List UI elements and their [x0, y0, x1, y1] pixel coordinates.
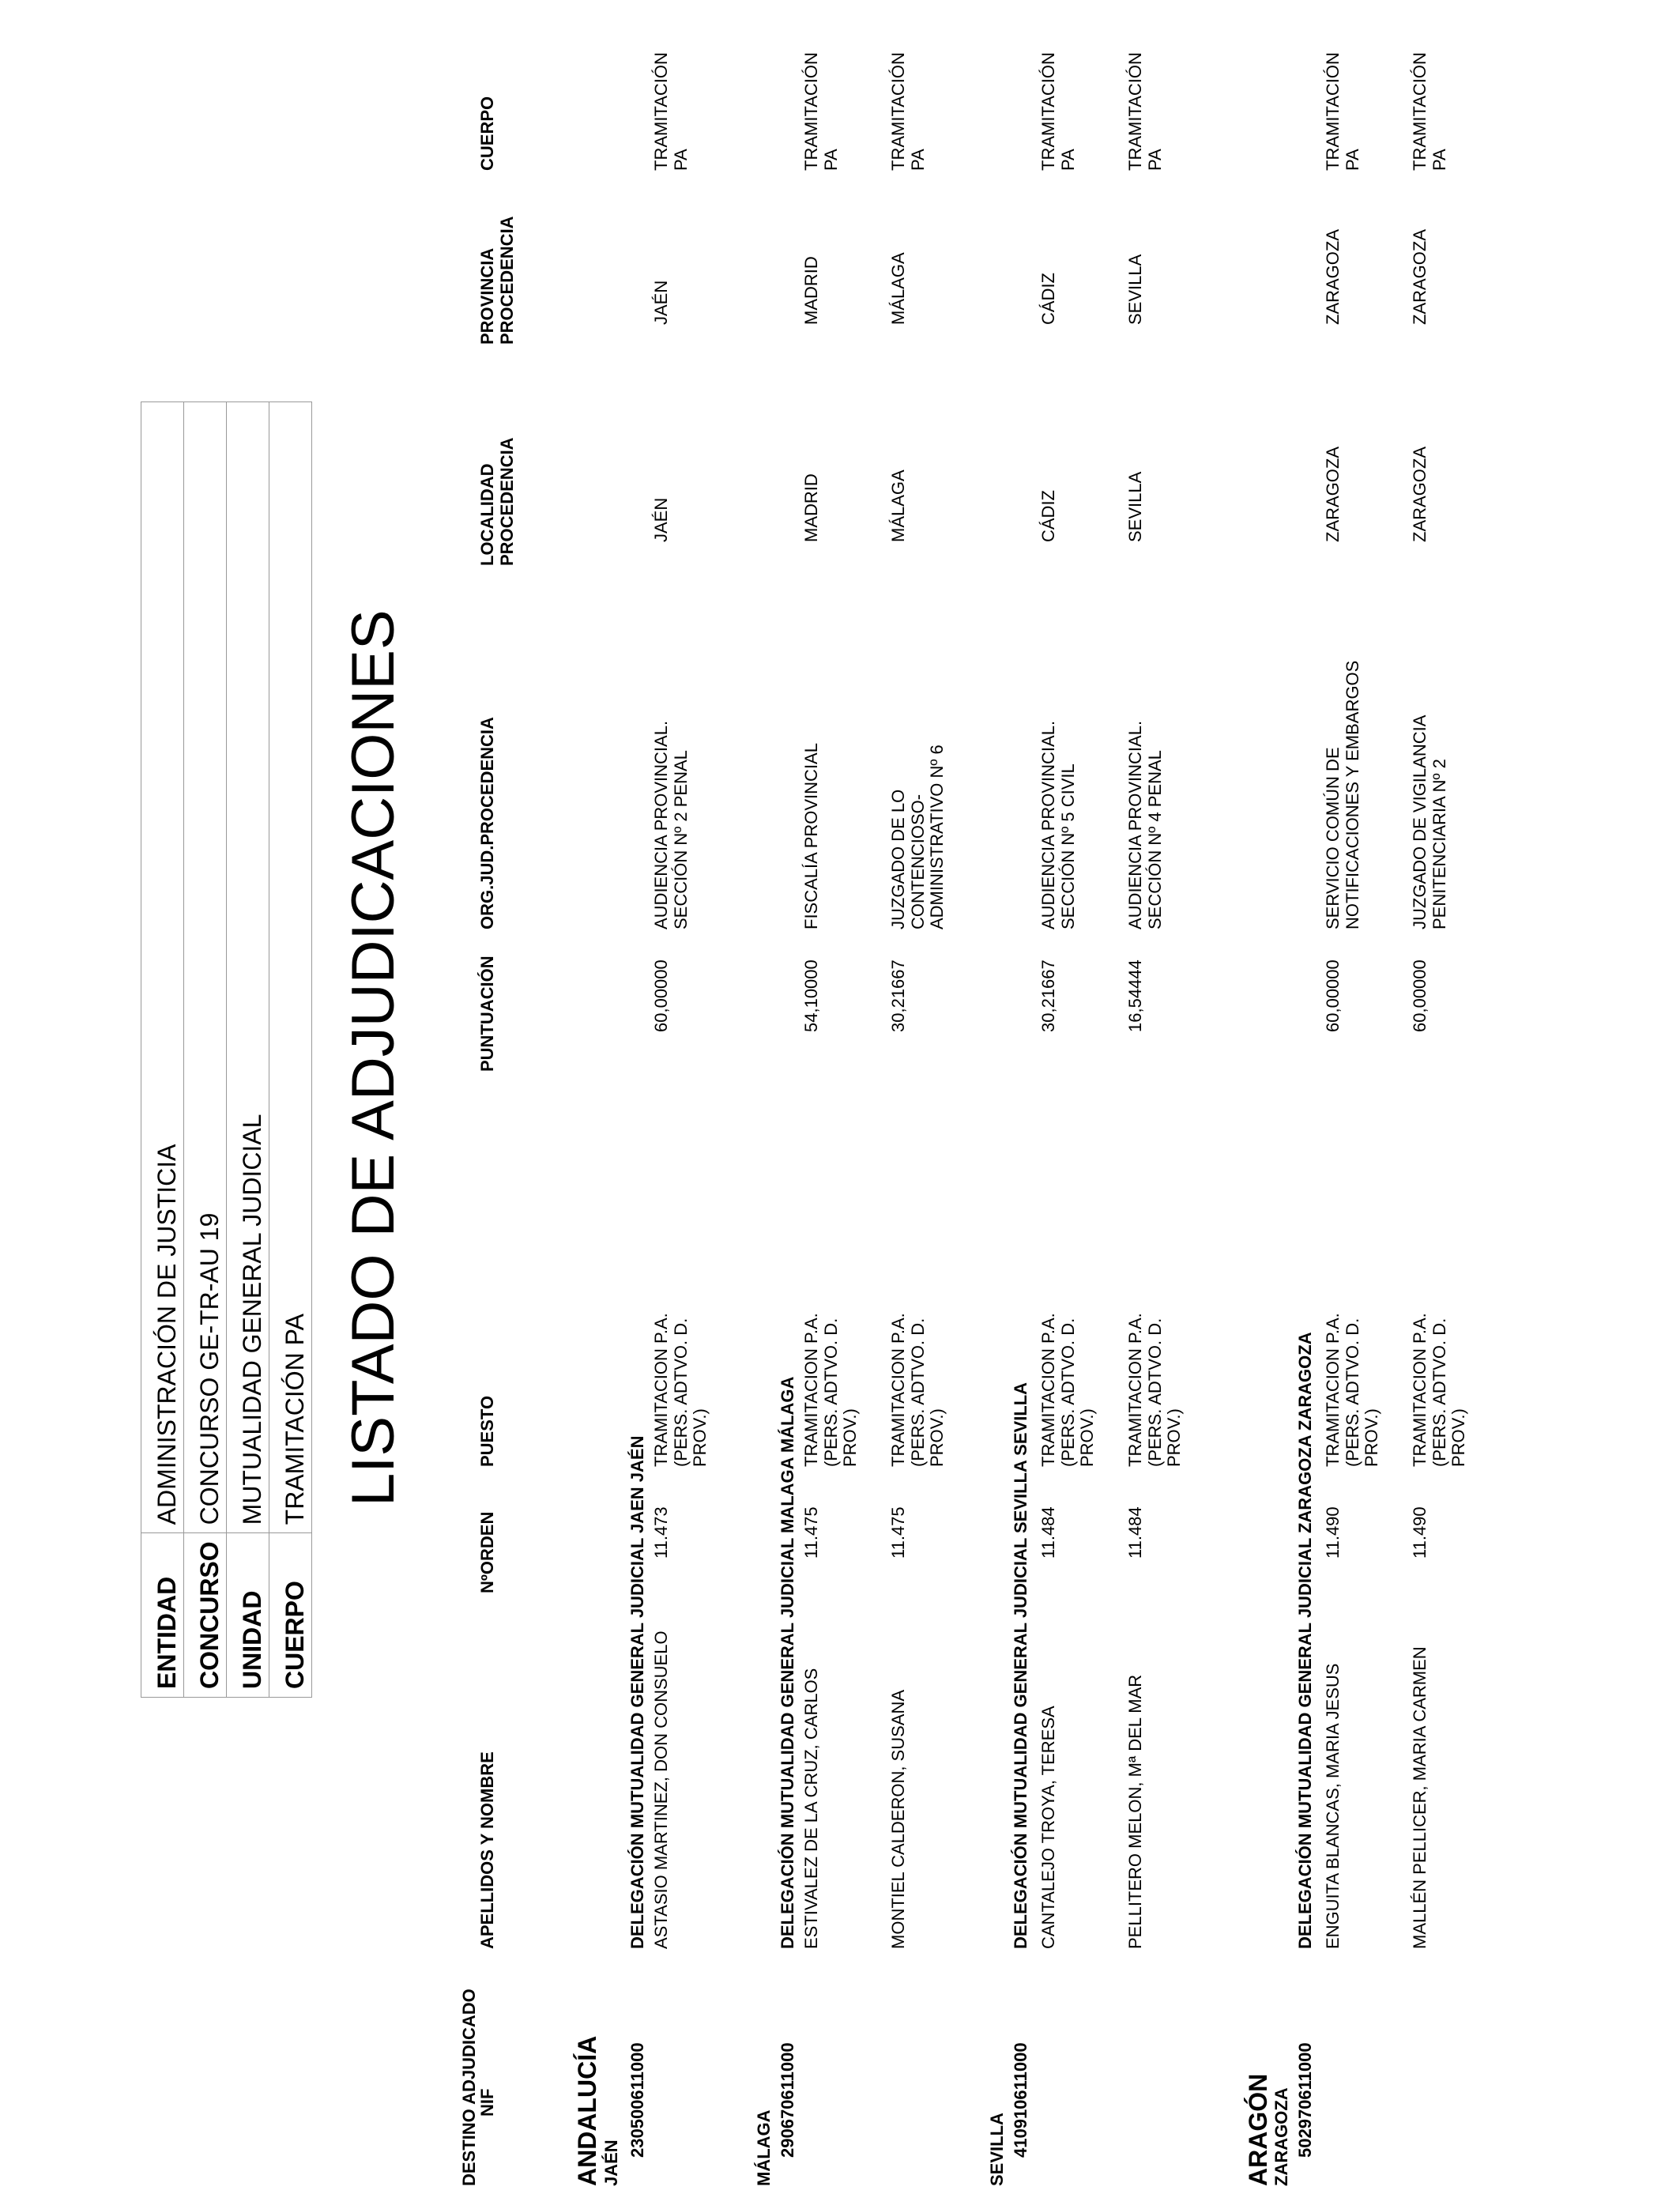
puesto-line: TRAMITACION P.A. — [888, 1313, 908, 1467]
row-puesto — [889, 1313, 947, 1467]
org-line: AUDIENCIA PROVINCIAL. — [1038, 720, 1058, 929]
province-heading: ZARAGOZA — [1271, 2087, 1291, 2186]
header-label: ENTIDAD — [141, 1533, 184, 1698]
province-heading: JAÉN — [601, 2139, 621, 2186]
row-localidad: SEVILLA — [1125, 471, 1145, 542]
row-provincia: ZARAGOZA — [1323, 228, 1343, 325]
row-org — [1039, 721, 1078, 929]
destino-code: 502970611000 — [1295, 2042, 1315, 2158]
org-line: NOTIFICACIONES Y EMBARGOS — [1342, 660, 1362, 929]
row-puesto — [1126, 1313, 1185, 1467]
cuerpo-line: TRAMITACIÓN — [801, 52, 821, 171]
puesto-line: PROV.) — [1164, 1408, 1185, 1467]
org-line: ADMINISTRATIVO Nº 6 — [927, 745, 947, 929]
province-heading: MÁLAGA — [754, 2109, 774, 2186]
puesto-line: PROV.) — [1448, 1408, 1469, 1467]
col-destino: DESTINO ADJUDICADO — [459, 1989, 479, 2186]
org-line: JUZGADO DE VIGILANCIA — [1410, 714, 1430, 929]
cuerpo-line: PA — [1057, 149, 1078, 171]
cuerpo-line: PA — [907, 149, 928, 171]
puesto-line: (PERS. ADTVO. D. — [1429, 1318, 1449, 1467]
row-norden: 11.484 — [1125, 1506, 1145, 1559]
puesto-line: (PERS. ADTVO. D. — [907, 1318, 928, 1467]
row-puntuacion: 16,54444 — [1125, 959, 1145, 1032]
row-cuerpo — [889, 52, 928, 171]
header-table — [141, 401, 312, 1698]
row-puntuacion: 30,21667 — [1038, 959, 1058, 1032]
puesto-line: TRAMITACION P.A. — [651, 1313, 671, 1467]
header-row-entidad — [141, 402, 184, 1698]
org-line: SECCIÓN Nº 2 PENAL — [670, 750, 691, 929]
row-name: ENGUITA BLANCAS, MARIA JESUS — [1323, 1663, 1343, 1949]
puesto-line: (PERS. ADTVO. D. — [1342, 1318, 1362, 1467]
row-org — [1324, 661, 1362, 929]
row-norden: 11.490 — [1410, 1506, 1430, 1559]
org-line: AUDIENCIA PROVINCIAL. — [1125, 720, 1145, 929]
row-org — [1411, 715, 1449, 929]
delegacion-heading: DELEGACIÓN MUTUALIDAD GENERAL JUDICIAL MALAGA MÁLAGA — [778, 1376, 797, 1949]
org-line: SECCIÓN Nº 5 CIVIL — [1057, 763, 1078, 929]
puesto-line: PROV.) — [1362, 1408, 1382, 1467]
row-name: ESTIVALEZ DE LA CRUZ, CARLOS — [801, 1668, 821, 1949]
cuerpo-line: TRAMITACIÓN — [1038, 52, 1058, 171]
cuerpo-line: TRAMITACIÓN — [1323, 52, 1343, 171]
puesto-line: (PERS. ADTVO. D. — [1144, 1318, 1165, 1467]
row-puesto — [802, 1313, 861, 1467]
row-localidad: ZARAGOZA — [1410, 446, 1430, 542]
org-line: SERVICIO COMÚN DE — [1323, 747, 1343, 929]
row-cuerpo — [802, 52, 841, 171]
row-provincia: MÁLAGA — [888, 252, 908, 325]
col-localidad-line: PROCEDENCIA — [496, 437, 517, 566]
row-puntuacion: 60,00000 — [651, 959, 671, 1032]
puesto-line: (PERS. ADTVO. D. — [1057, 1318, 1078, 1467]
row-puntuacion: 60,00000 — [1410, 959, 1430, 1032]
cuerpo-line: TRAMITACIÓN — [1410, 52, 1430, 171]
row-org — [889, 745, 947, 929]
row-provincia: SEVILLA — [1125, 254, 1145, 325]
row-cuerpo — [1126, 52, 1165, 171]
col-provincia-line: PROVINCIA — [477, 247, 497, 345]
cuerpo-line: PA — [1144, 149, 1165, 171]
header-row-concurso — [184, 402, 227, 1698]
org-line: FISCALÍA PROVINCIAL — [801, 743, 821, 929]
row-cuerpo — [1324, 52, 1362, 171]
row-puesto — [1324, 1313, 1382, 1467]
row-puesto — [652, 1313, 710, 1467]
col-localidad-line: LOCALIDAD — [477, 463, 497, 566]
puesto-line: (PERS. ADTVO. D. — [670, 1318, 691, 1467]
row-puntuacion: 54,10000 — [801, 959, 821, 1032]
puesto-line: PROV.) — [690, 1408, 710, 1467]
row-puesto — [1039, 1313, 1098, 1467]
puesto-line: PROV.) — [840, 1408, 861, 1467]
puesto-line: PROV.) — [927, 1408, 947, 1467]
header-row-unidad — [227, 402, 269, 1698]
puesto-line: TRAMITACION P.A. — [1323, 1313, 1343, 1467]
org-line: AUDIENCIA PROVINCIAL. — [651, 720, 671, 929]
header-value: CONCURSO GE-TR-AU 19 — [184, 402, 227, 1533]
org-line: JUZGADO DE LO — [888, 789, 908, 929]
col-cuerpo: CUERPO — [477, 96, 497, 171]
header-label: CUERPO — [269, 1533, 312, 1698]
row-name: ASTASIO MARTINEZ, DON CONSUELO — [651, 1630, 671, 1949]
row-org — [802, 743, 822, 929]
cuerpo-line: PA — [1342, 149, 1362, 171]
destino-code: 290670611000 — [778, 2042, 797, 2158]
delegacion-heading: DELEGACIÓN MUTUALIDAD GENERAL JUDICIAL JAEN JAÉN — [627, 1435, 647, 1949]
header-value: MUTUALIDAD GENERAL JUDICIAL — [227, 402, 269, 1533]
row-localidad: MADRID — [801, 473, 821, 542]
row-cuerpo — [1039, 52, 1078, 171]
puesto-line: TRAMITACION P.A. — [801, 1313, 821, 1467]
row-localidad: JAÉN — [651, 497, 671, 542]
page-title: LISTADO DE ADJUDICACIONES — [340, 609, 407, 1506]
cuerpo-line: TRAMITACIÓN — [888, 52, 908, 171]
delegacion-heading: DELEGACIÓN MUTUALIDAD GENERAL JUDICIAL ZARAGOZA ZARAGOZA — [1295, 1332, 1315, 1949]
col-provincia-line: PROCEDENCIA — [496, 216, 517, 345]
cuerpo-line: TRAMITACIÓN — [651, 52, 671, 171]
row-localidad: MÁLAGA — [888, 469, 908, 542]
header-value: ADMINISTRACIÓN DE JUSTICIA — [141, 402, 184, 1533]
cuerpo-line: PA — [1429, 149, 1449, 171]
puesto-line: PROV.) — [1077, 1408, 1098, 1467]
col-nif: NIF — [477, 2088, 497, 2117]
province-heading: SEVILLA — [987, 2113, 1007, 2186]
row-cuerpo — [652, 52, 691, 171]
row-norden: 11.490 — [1323, 1506, 1343, 1559]
org-line: CONTENCIOSO- — [907, 794, 928, 929]
row-norden: 11.484 — [1038, 1506, 1058, 1559]
org-line: SECCIÓN Nº 4 PENAL — [1144, 750, 1165, 929]
destino-code: 230500611000 — [627, 2042, 647, 2158]
row-localidad: ZARAGOZA — [1323, 446, 1343, 542]
row-norden: 11.475 — [801, 1506, 821, 1559]
region-heading: ARAGÓN — [1244, 2073, 1272, 2186]
header-label: UNIDAD — [227, 1533, 269, 1698]
header-row-cuerpo — [269, 402, 312, 1698]
puesto-line: TRAMITACION P.A. — [1038, 1313, 1058, 1467]
cuerpo-line: PA — [670, 149, 691, 171]
col-provincia — [478, 216, 517, 345]
row-provincia: JAÉN — [651, 280, 671, 325]
col-puntuacion: PUNTUACIÓN — [477, 956, 497, 1072]
row-puesto — [1411, 1313, 1469, 1467]
header-value: TRAMITACIÓN PA — [269, 402, 312, 1533]
row-provincia: ZARAGOZA — [1410, 228, 1430, 325]
destino-code: 410910611000 — [1011, 2042, 1030, 2158]
row-provincia: CÁDIZ — [1038, 273, 1058, 325]
row-name: MONTIEL CALDERON, SUSANA — [888, 1689, 908, 1949]
row-name: CANTALEJO TROYA, TERESA — [1038, 1706, 1058, 1949]
cuerpo-line: PA — [820, 149, 841, 171]
row-localidad: CÁDIZ — [1038, 490, 1058, 542]
row-provincia: MADRID — [801, 256, 821, 325]
row-norden: 11.473 — [651, 1506, 671, 1559]
region-heading: ANDALUCÍA — [573, 2035, 601, 2186]
row-norden: 11.475 — [888, 1506, 908, 1559]
col-localidad — [478, 437, 517, 566]
row-org — [1126, 721, 1165, 929]
row-org — [652, 721, 691, 929]
puesto-line: (PERS. ADTVO. D. — [820, 1318, 841, 1467]
puesto-line: TRAMITACION P.A. — [1410, 1313, 1430, 1467]
header-label: CONCURSO — [184, 1533, 227, 1698]
org-line: PENITENCIARIA Nº 2 — [1429, 759, 1449, 929]
row-name: PELLITERO MELON, Mª DEL MAR — [1125, 1674, 1145, 1949]
row-name: MALLÉN PELLICER, MARIA CARMEN — [1410, 1646, 1430, 1949]
cuerpo-line: TRAMITACIÓN — [1125, 52, 1145, 171]
col-apellidos: APELLIDOS Y NOMBRE — [477, 1751, 497, 1949]
puesto-line: TRAMITACION P.A. — [1125, 1313, 1145, 1467]
col-puesto: PUESTO — [477, 1395, 497, 1467]
row-cuerpo — [1411, 52, 1449, 171]
col-org: ORG.JUD.PROCEDENCIA — [477, 717, 497, 929]
row-puntuacion: 60,00000 — [1323, 959, 1343, 1032]
delegacion-heading: DELEGACIÓN MUTUALIDAD GENERAL JUDICIAL SEVILLA SEVILLA — [1011, 1382, 1030, 1949]
col-norden: NºORDEN — [477, 1511, 497, 1593]
row-puntuacion: 30,21667 — [888, 959, 908, 1032]
